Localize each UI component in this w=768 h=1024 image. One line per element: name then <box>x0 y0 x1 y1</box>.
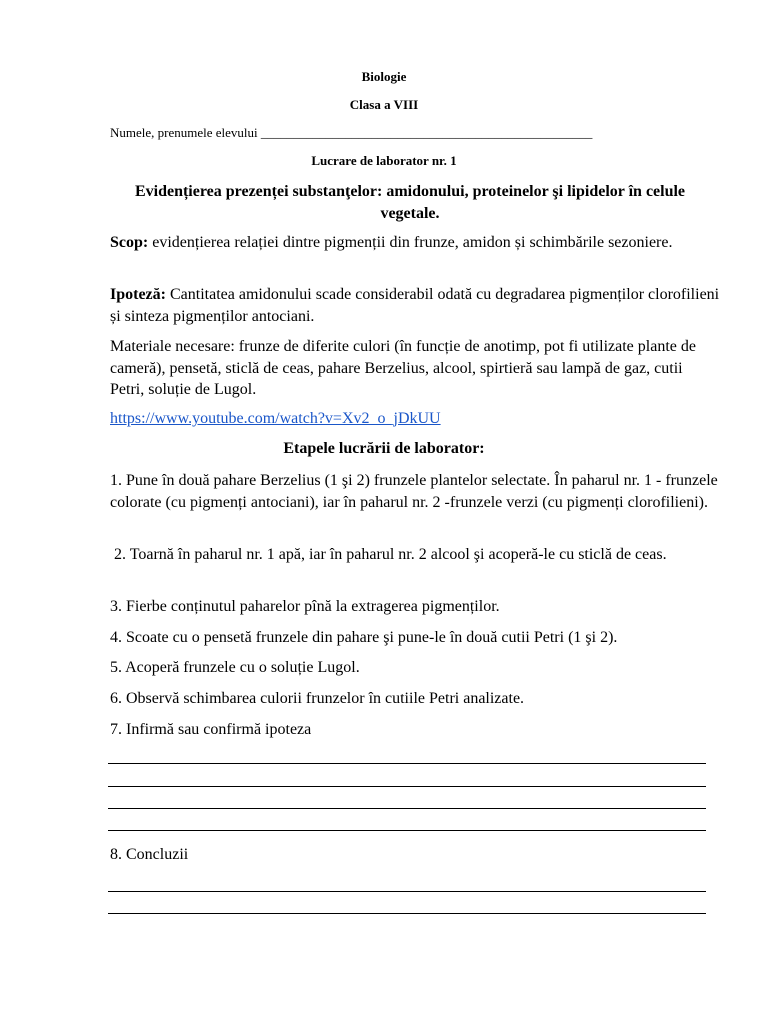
step-item: 8. Concluzii <box>110 846 189 863</box>
answer-line[interactable] <box>108 763 706 764</box>
step-item: 2. Toarnă în paharul nr. 1 apă, iar în paharul nr. 2 alcool şi acoperă-le cu sticlă de ceas. <box>110 546 667 563</box>
answer-line[interactable] <box>108 830 706 831</box>
video-link[interactable]: https://www.youtube.com/watch?v=Xv2_o_jDkUU <box>110 410 441 427</box>
step-item: 5. Acoperă frunzele cu o soluție Lugol. <box>110 659 360 676</box>
scope-label: Scop: <box>110 234 149 251</box>
conclusion-line[interactable] <box>108 913 706 914</box>
hypothesis-paragraph <box>110 284 720 327</box>
answer-line[interactable] <box>108 786 706 787</box>
scope-paragraph <box>110 232 720 254</box>
hypothesis-text: Cantitatea amidonului scade considerabil odată cu degradarea pigmenților clorofilieni și sinteza pigmenților antociani. <box>110 286 720 325</box>
grade-heading: Clasa a VIII <box>349 97 419 112</box>
step-item: 7. Infirmă sau confirmă ipoteza <box>110 721 312 738</box>
step-item: 6. Observă schimbarea culorii frunzelor în cutiile Petri analizate. <box>110 690 525 707</box>
student-name-field[interactable]: Numele, prenumele elevului ___________________________________________________ <box>110 125 593 140</box>
hypothesis-label: Ipoteză: <box>110 286 166 303</box>
video-link-paragraph <box>110 408 720 430</box>
step-item: 1. Pune în două pahare Berzelius (1 şi 2) frunzele plantelor selectate. În paharul nr. 1 - frunzele colorate (cu pigmenți antociani), iar în paharul nr. 2 -frunzele verzi (cu pigmenți clorofilieni). <box>110 472 718 511</box>
lab-number-heading: Lucrare de laborator nr. 1 <box>311 153 457 168</box>
subject-heading: Biologie <box>361 69 407 84</box>
materials-paragraph: Materiale necesare: frunze de diferite culori (în funcție de anotimp, pot fi utilizate plante de cameră), pensetă, sticlă de ceas, pahare Berzelius, alcool, spirtieră sau lampă de gaz, cutii Petri, soluție de Lugol. <box>110 338 696 398</box>
lab-title: Evidențierea prezenței substanţelor: amidonului, proteinelor şi lipidelor în celule vegetale. <box>134 183 686 222</box>
steps-heading: Etapele lucrării de laborator: <box>283 440 485 457</box>
conclusion-line[interactable] <box>108 891 706 892</box>
step-item: 4. Scoate cu o pensetă frunzele din pahare şi pune-le în două cutii Petri (1 şi 2). <box>110 629 618 646</box>
answer-line[interactable] <box>108 808 706 809</box>
step-item: 3. Fierbe conținutul paharelor pînă la extragerea pigmenților. <box>110 598 500 615</box>
scope-text: evidențierea relației dintre pigmenții din frunze, amidon și schimbările sezoniere. <box>148 234 673 251</box>
